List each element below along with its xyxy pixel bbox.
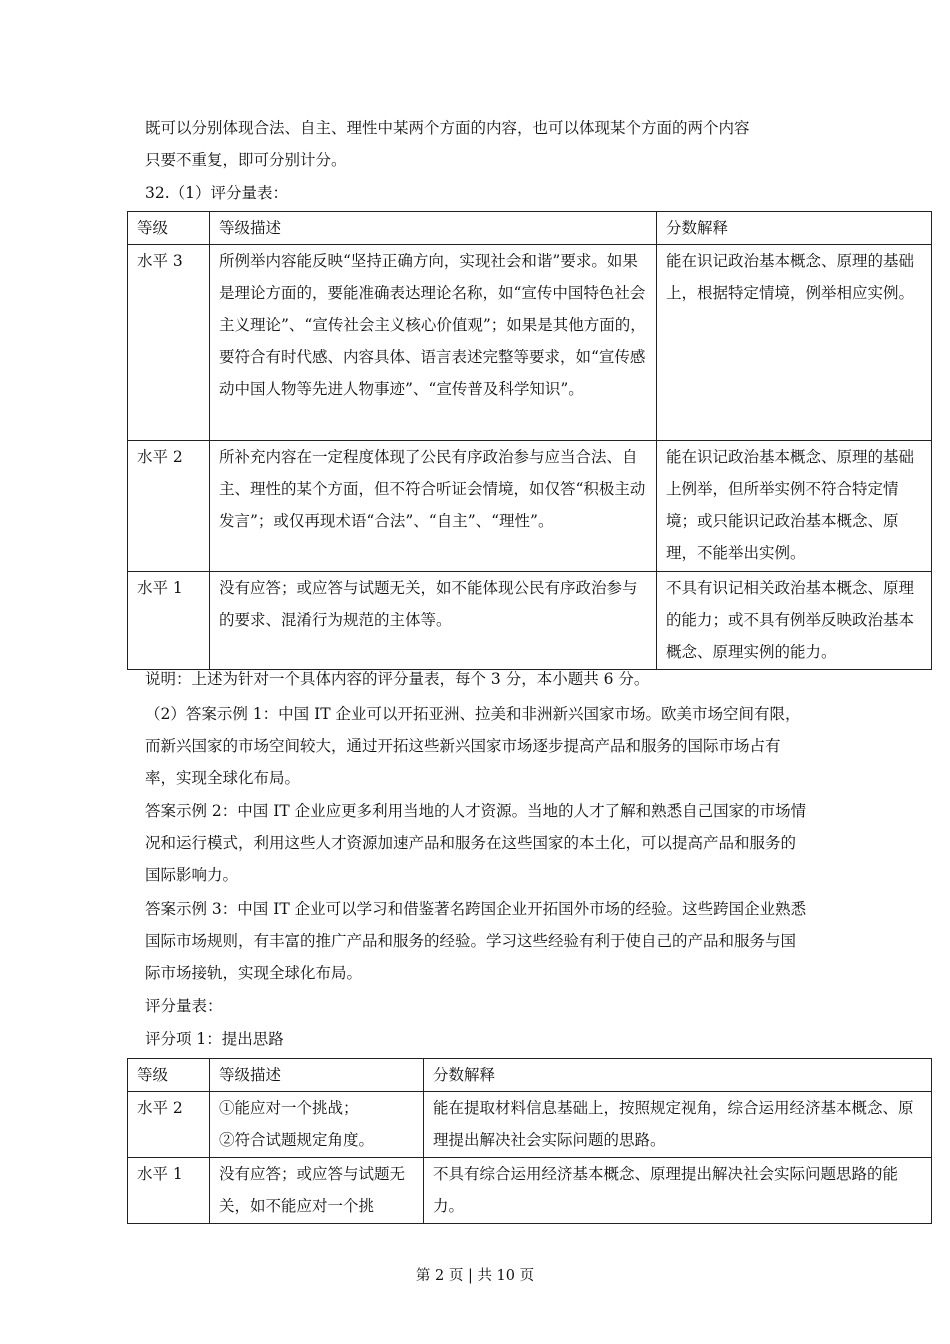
- table-row: [128, 572, 932, 670]
- description-cell: 没有应答；或应答与试题无关，如不能应对一个挑: [210, 1158, 424, 1224]
- table-header-row: [128, 212, 932, 245]
- header-score: 分数解释: [424, 1059, 932, 1092]
- answer-example-2: 答案示例 2：中国 IT 企业应更多利用当地的人才资源。当地的人才了解和熟悉自己国家的市场情况和运行模式，利用这些人才资源加速产品和服务在这些国家的本土化，可以提高产品和服务的国际影响力。: [145, 802, 807, 884]
- criterion-1: ①能应对一个挑战；: [219, 1099, 359, 1117]
- score-cell: 不具有识记相关政治基本概念、原理的能力；或不具有例举反映政治基本概念、原理实例的能力。: [657, 572, 932, 670]
- header-level: 等级: [128, 1059, 210, 1092]
- description-cell: 所例举内容能反映“坚持正确方向，实现社会和谐”要求。如果是理论方面的，要能准确表达理论名称，如“宣传中国特色社会主义理论”、“宣传社会主义核心价值观”；如果是其他方面的，要符合有时代感、内容具体、语言表述完整等要求，如“宣传感动中国人物等先进人物事迹”、“宣传普及科学知识”。: [210, 245, 657, 441]
- scoring-table-1: [127, 211, 932, 670]
- level-cell: 水平 3: [128, 245, 210, 441]
- score-cell: 能在识记政治基本概念、原理的基础上例举，但所举实例不符合特定情境；或只能识记政治基本概念、原理，不能举出实例。: [657, 441, 932, 572]
- header-description: 等级描述: [210, 1059, 424, 1092]
- description-cell: 没有应答；或应答与试题无关，如不能体现公民有序政治参与的要求、混淆行为规范的主体等。: [210, 572, 657, 670]
- score-cell: 能在提取材料信息基础上，按照规定视角，综合运用经济基本概念、原理提出解决社会实际问题的思路。: [424, 1092, 932, 1158]
- table-row: [128, 1158, 932, 1224]
- scoring-item-1-title: 评分项 1：提出思路: [145, 1030, 284, 1048]
- question-32-1-title: 32.（1）评分量表：: [145, 184, 289, 202]
- header-description: 等级描述: [210, 212, 657, 245]
- table-header-row: [128, 1059, 932, 1092]
- page-number-footer: 第 2 页 | 共 10 页: [415, 1268, 535, 1284]
- table-row: [128, 1092, 932, 1158]
- description-cell: 所补充内容在一定程度体现了公民有序政治参与应当合法、自主、理性的某个方面，但不符合听证会情境，如仅答“积极主动发言”；或仅再现术语“合法”、“自主”、“理性”。: [210, 441, 657, 572]
- table-row: [128, 441, 932, 572]
- answer-example-3: 答案示例 3：中国 IT 企业可以学习和借鉴著名跨国企业开拓国外市场的经验。这些跨国企业熟悉国际市场规则，有丰富的推广产品和服务的经验。学习这些经验有利于使自己的产品和服务与国际市场接轨，实现全球化布局。: [145, 900, 807, 982]
- level-cell: 水平 1: [128, 1158, 210, 1224]
- criterion-2: ②符合试题规定角度。: [219, 1131, 375, 1149]
- level-cell: 水平 2: [128, 1092, 210, 1158]
- scoring-scale-title: 评分量表：: [145, 997, 223, 1015]
- scoring-table-2: [127, 1058, 932, 1224]
- level-cell: 水平 2: [128, 441, 210, 572]
- header-level: 等级: [128, 212, 210, 245]
- table-row: [128, 245, 932, 441]
- intro-line-1: 既可以分别体现合法、自主、理性中某两个方面的内容，也可以体现某个方面的两个内容: [145, 119, 750, 137]
- answer-example-1: （2）答案示例 1：中国 IT 企业可以开拓亚洲、拉美和非洲新兴国家市场。欧美市场空间有限，而新兴国家的市场空间较大，通过开拓这些新兴国家市场逐步提高产品和服务的国际市场占有率，实现全球化布局。: [145, 705, 801, 787]
- description-cell: [210, 1092, 424, 1158]
- score-cell: 能在识记政治基本概念、原理的基础上，根据特定情境，例举相应实例。: [657, 245, 932, 441]
- level-cell: 水平 1: [128, 572, 210, 670]
- intro-line-2: 只要不重复，即可分别计分。: [145, 151, 347, 169]
- score-cell: 不具有综合运用经济基本概念、原理提出解决社会实际问题思路的能力。: [424, 1158, 932, 1224]
- header-score: 分数解释: [657, 212, 932, 245]
- table-note: 说明：上述为针对一个具体内容的评分量表，每个 3 分，本小题共 6 分。: [145, 670, 650, 688]
